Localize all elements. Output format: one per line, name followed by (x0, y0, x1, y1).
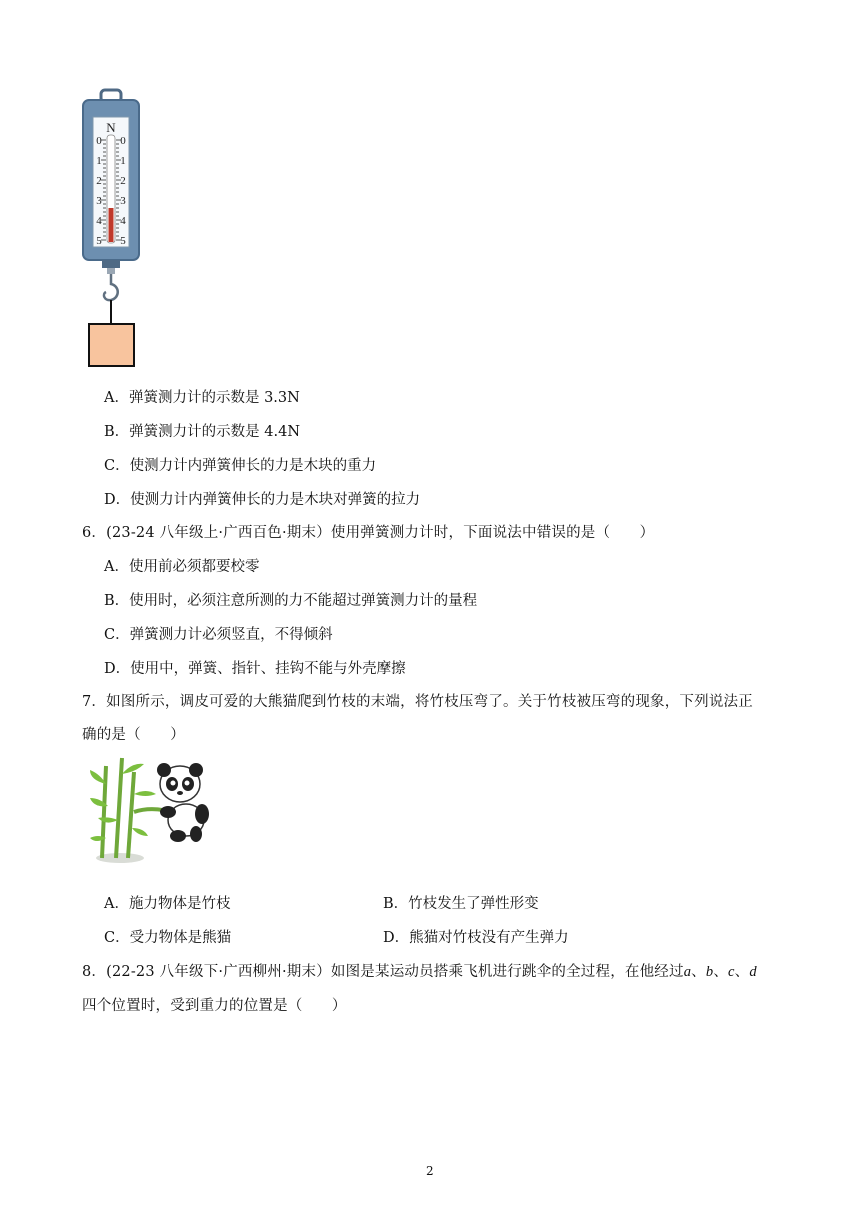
wood-block (89, 324, 134, 366)
q6-stem: 6．(23-24 八年级上·广西百色·期末）使用弹簧测力计时，下面说法中错误的是（ ） (82, 525, 655, 541)
q5-option-d[interactable]: D．使测力计内弹簧伸长的力是木块对弹簧的拉力 (104, 492, 421, 508)
gauge-tick-label: 0 (120, 135, 126, 147)
gauge-tick-label: 3 (120, 195, 126, 207)
q6-option-b[interactable]: B．使用时，必须注意所测的力不能超过弹簧测力计的量程 (104, 593, 478, 609)
q8-var-c: c (728, 964, 735, 980)
spring-scale-figure (80, 88, 142, 370)
gauge-tick-label: 3 (96, 195, 102, 207)
q8-sep: 、 (713, 964, 729, 980)
q6-option-a[interactable]: A．使用前必须都要校零 (104, 559, 260, 575)
q7-option-d[interactable]: D．熊猫对竹枝没有产生弹力 (383, 930, 569, 946)
q6-option-c[interactable]: C．弹簧测力计必须竖直，不得倾斜 (104, 627, 333, 643)
q7-option-b[interactable]: B．竹枝发生了弹性形变 (383, 896, 539, 912)
gauge-tick-label: 4 (120, 215, 126, 227)
q8-sep: 、 (734, 964, 750, 980)
gauge-tick-label: 1 (120, 155, 126, 167)
q8-stem-line1 (82, 960, 757, 981)
q8-stem-line2: 四个位置时，受到重力的位置是（ ） (82, 998, 347, 1014)
gauge-tick-label: 0 (96, 135, 102, 147)
q7-option-c[interactable]: C．受力物体是熊猫 (104, 930, 232, 946)
gauge-tick-label: 5 (96, 235, 102, 247)
q8-stem-text: 8．(22-23 八年级下·广西柳州·期末）如图是某运动员搭乘飞机进行跳伞的全过程，在他经过 (82, 964, 684, 980)
gauge-tick-label: 1 (96, 155, 102, 167)
page-number: 2 (426, 1164, 434, 1178)
q8-var-d: d (749, 964, 757, 980)
panda-bamboo-figure (88, 754, 218, 866)
q8-var-a: a (683, 964, 692, 980)
gauge-indicator (109, 208, 114, 242)
q7-option-a[interactable]: A．施力物体是竹枝 (104, 896, 231, 912)
gauge-unit: N (106, 120, 116, 135)
gauge-tick-label: 2 (120, 175, 126, 187)
q7-stem-line1: 7．如图所示，调皮可爱的大熊猫爬到竹枝的末端，将竹枝压弯了。关于竹枝被压弯的现象，下列说法正 (82, 694, 753, 710)
q5-option-a[interactable]: A．弹簧测力计的示数是 3.3N (104, 390, 300, 406)
gauge-tick-label: 4 (96, 215, 102, 227)
gauge-tick-label: 5 (120, 235, 126, 247)
q8-var-b: b (705, 964, 714, 980)
q6-option-d[interactable]: D．使用中，弹簧、指针、挂钩不能与外壳摩擦 (104, 661, 406, 677)
q7-stem-line2: 确的是（ ） (82, 727, 185, 743)
q5-option-c[interactable]: C．使测力计内弹簧伸长的力是木块的重力 (104, 458, 377, 474)
q5-option-b[interactable]: B．弹簧测力计的示数是 4.4N (104, 424, 301, 440)
gauge-tick-label: 2 (96, 175, 102, 187)
q8-sep: 、 (691, 964, 706, 980)
